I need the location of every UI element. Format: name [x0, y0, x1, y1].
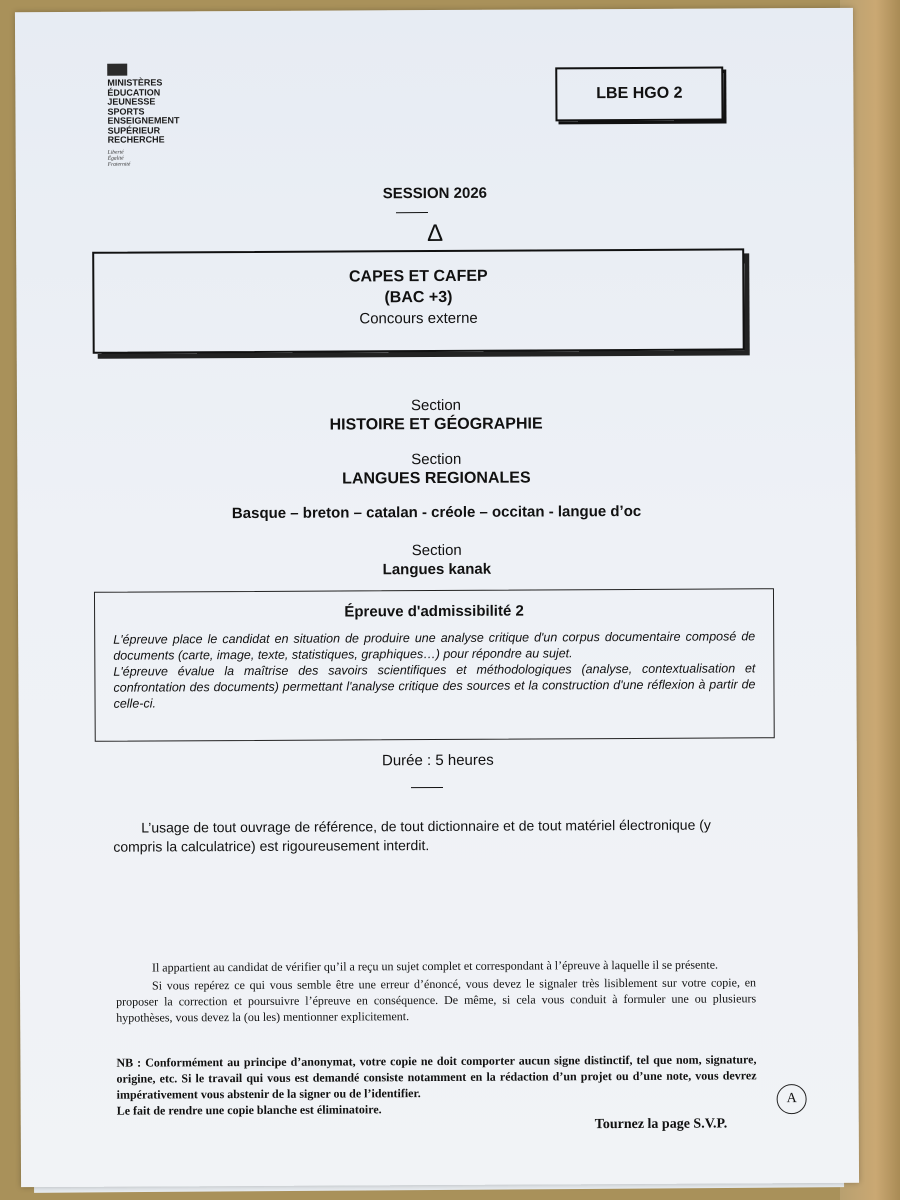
logo-line: JEUNESSE — [107, 96, 156, 107]
exam-cover-page — [15, 8, 859, 1187]
delta-symbol: Δ — [427, 219, 444, 248]
section-label: Section — [410, 396, 462, 415]
motto-line: Liberté — [107, 149, 124, 156]
epreuve-paragraph: L'épreuve évalue la maîtrise des savoirs scientifiques et méthodologiques (analyse, contextualisation et confrontation des documents) permettant l'analyse critique des sources et la construction d'une réflexion à partir de celle-ci. — [113, 661, 756, 711]
concours-title: CAPES ET CAFEP — [348, 267, 488, 286]
epreuve-paragraph: L'épreuve place le candidat en situation de produire une analyse critique d'un corpus documentaire composé de documents (carte, image, texte, statistiques, graphiques…) pour répondre au sujet. — [113, 629, 756, 663]
section-label: Section — [411, 541, 462, 560]
concours-box — [92, 248, 745, 353]
section-title: HISTOIRE ET GÉOGRAPHIE — [329, 415, 543, 434]
note-paragraph: Il appartient au candidat de vérifier qu’il a reçu un sujet complet et correspondant à l’épreuve à laquelle il se présente. — [151, 957, 719, 975]
republic-motto — [108, 149, 208, 168]
session-title: SESSION 2026 — [382, 184, 488, 203]
epreuve-title: Épreuve d'admissibilité 2 — [344, 602, 524, 621]
ministry-name — [107, 78, 207, 145]
divider — [411, 787, 443, 788]
section-label: Section — [411, 450, 462, 469]
turn-page-note: Tournez la page S.V.P. — [594, 1116, 728, 1133]
nb-paragraph: Le fait de rendre une copie blanche est éliminatoire. — [116, 1102, 382, 1118]
motto-line: Égalité — [107, 155, 124, 162]
duration: Durée : 5 heures — [381, 751, 494, 770]
section-languages: Basque – breton – catalan - créole – occitan - langue d’oc — [231, 502, 642, 523]
candidate-notes — [116, 956, 756, 1027]
page-mark: A — [777, 1084, 807, 1114]
marianne-icon — [107, 64, 127, 76]
divider — [396, 212, 428, 213]
logo-line: SPORTS — [107, 106, 145, 117]
concours-level: (BAC +3) — [384, 288, 453, 307]
concours-type: Concours externe — [359, 309, 478, 328]
motto-line: Fraternité — [107, 161, 131, 168]
logo-line: ÉDUCATION — [107, 86, 161, 98]
logo-line: ENSEIGNEMENT — [107, 115, 180, 126]
exam-code: LBE HGO 2 — [555, 66, 723, 121]
ministry-logo — [107, 63, 208, 167]
nb-paragraph: NB : Conformément au principe d’anonymat, votre copie ne doit comporter aucun signe distinctif, tel que nom, signature, origine, etc. Si le travail qui vous est demandé consiste notamment en la rédaction d’un projet ou d’une note, vous devrez impérativement vous abstenir de la signer ou de l’identifier. — [116, 1052, 757, 1102]
usage-notice: L’usage de tout ouvrage de référence, de tout dictionnaire et de tout matériel électronique (y compris la calculatrice) est rigoureusement interdit. — [113, 816, 711, 855]
logo-line: SUPÉRIEUR — [107, 124, 161, 136]
section-title: LANGUES REGIONALES — [342, 469, 531, 488]
section-title: Langues kanak — [382, 560, 492, 579]
logo-line: MINISTÈRES — [107, 77, 163, 88]
epreuve-description — [113, 628, 755, 711]
logo-line: RECHERCHE — [107, 134, 165, 145]
epreuve-box — [94, 588, 775, 742]
anonymity-notice — [116, 1051, 756, 1118]
note-paragraph: Si vous repérez ce qui vous semble être une erreur d’énoncé, vous devez le signaler très lisiblement sur votre copie, en proposer la correction et poursuivre l’épreuve en conséquence. De même, si cela vous conduit à formuler une ou plusieurs hypothèses, vous devez la (ou les) mentionner explicitement. — [116, 975, 757, 1025]
